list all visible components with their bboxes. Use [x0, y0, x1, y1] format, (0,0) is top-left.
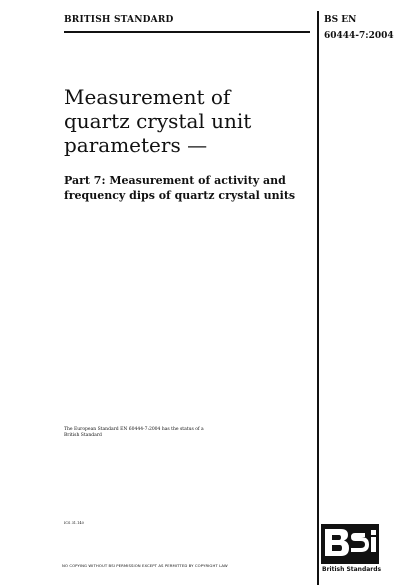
document-subtitle	[64, 173, 314, 203]
title-line2: quartz crystal unit	[64, 109, 252, 133]
logo-letter-i	[371, 537, 376, 552]
bsi-logo-svg	[321, 524, 379, 564]
logo-dot-i	[371, 530, 376, 535]
ics-code: ICS 31.140	[64, 521, 84, 525]
standard-number-line2: 60444-7:2004	[324, 31, 394, 41]
subtitle-line2: frequency dips of quartz crystal units	[64, 189, 296, 202]
title-line3: parameters —	[64, 133, 208, 157]
standard-number	[324, 12, 394, 44]
document-title	[64, 85, 310, 157]
status-note-line2: British Standard	[64, 433, 102, 438]
status-note-line1: The European Standard EN 60444-7:2004 has the status of a	[64, 427, 204, 432]
logo-caption: British Standards	[322, 566, 382, 573]
copyright-notice: NO COPYING WITHOUT BSI PERMISSION EXCEPT AS PERMITTED BY COPYRIGHT LAW	[62, 563, 228, 568]
subtitle-line1: Part 7: Measurement of activity and	[64, 174, 286, 187]
standard-type-label: BRITISH STANDARD	[64, 15, 174, 25]
vertical-rule	[317, 11, 319, 585]
logo-letter-b	[325, 529, 349, 556]
standard-number-line1: BS EN	[324, 15, 357, 25]
status-note	[64, 427, 284, 439]
title-line1: Measurement of	[64, 85, 231, 109]
header-rule	[64, 31, 310, 33]
